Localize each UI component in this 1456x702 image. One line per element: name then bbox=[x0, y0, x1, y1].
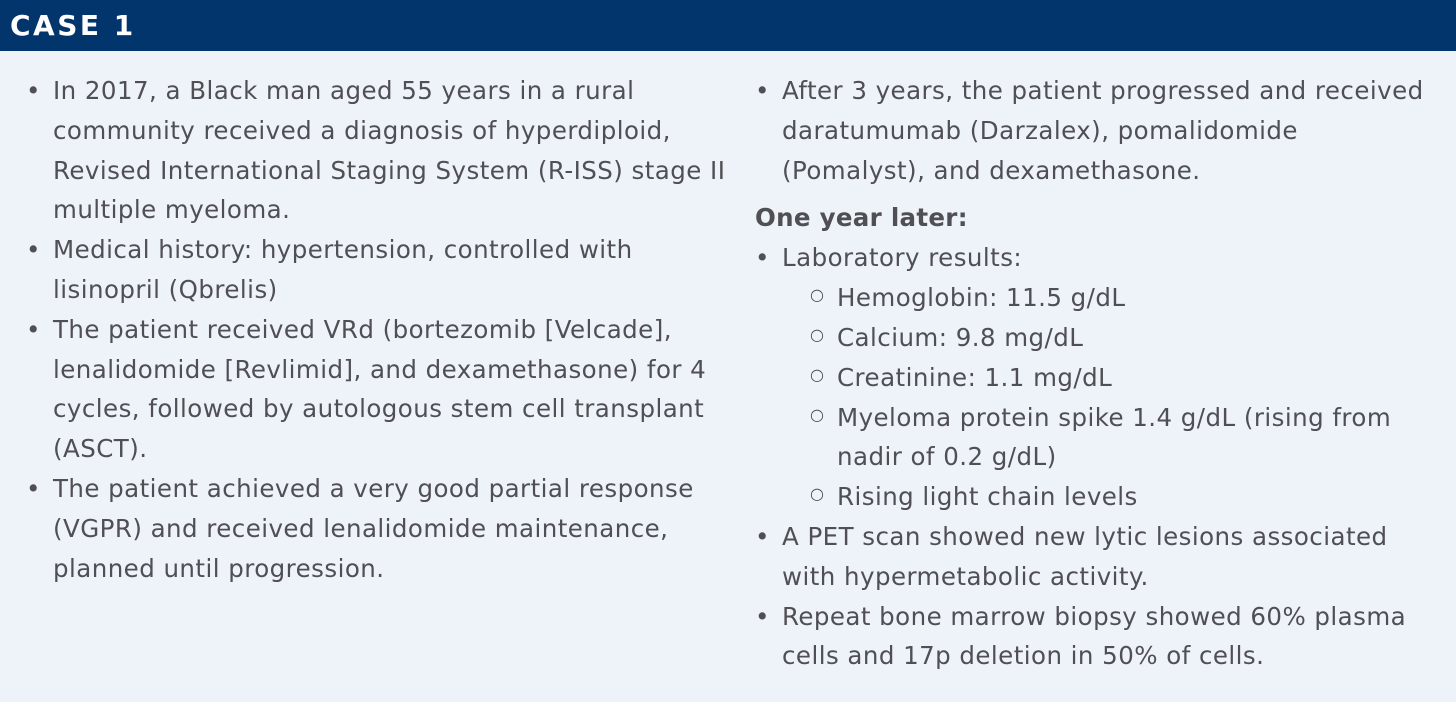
finding-text: A PET scan showed new lytic lesions associated with hypermetabolic activity. bbox=[782, 521, 1388, 591]
hollow-bullet-icon: ○ bbox=[810, 285, 825, 305]
bullet-icon: • bbox=[755, 521, 770, 551]
finding-item bbox=[755, 597, 1445, 677]
one-year-later-list bbox=[755, 238, 1445, 278]
lab-results-label: Laboratory results: bbox=[782, 243, 1023, 273]
lab-result-text: Rising light chain levels bbox=[837, 482, 1138, 512]
lab-result-item bbox=[755, 358, 1445, 398]
lab-result-item bbox=[755, 278, 1445, 318]
bullet-icon: • bbox=[755, 76, 770, 105]
lab-result-text: Calcium: 9.8 mg/dL bbox=[837, 322, 1084, 352]
case-header-bar bbox=[0, 0, 1456, 51]
left-column bbox=[26, 71, 726, 588]
hollow-bullet-icon: ○ bbox=[810, 404, 825, 424]
case-history-item bbox=[26, 71, 726, 230]
case-title: CASE 1 bbox=[10, 9, 136, 42]
bullet-icon: • bbox=[26, 473, 41, 503]
case-history-list bbox=[26, 71, 726, 588]
bullet-icon: • bbox=[755, 243, 770, 273]
hollow-bullet-icon: ○ bbox=[810, 484, 825, 504]
bullet-icon: • bbox=[26, 314, 41, 344]
bullet-icon: • bbox=[755, 601, 770, 631]
lab-result-item bbox=[755, 398, 1445, 478]
case-history-item bbox=[26, 230, 726, 310]
finding-text: Repeat bone marrow biopsy showed 60% plasma cells and 17p deletion in 50% of cells. bbox=[782, 601, 1407, 671]
imaging-biopsy-list bbox=[755, 517, 1445, 676]
case-history-text: In 2017, a Black man aged 55 years in a rural community received a diagnosis of hyperdiploid, Revised International Staging System (R-ISS) stage II multiple myeloma. bbox=[53, 76, 726, 225]
lab-results-list bbox=[755, 278, 1445, 517]
progression-text: After 3 years, the patient progressed and received daratumumab (Darzalex), pomalidomide (Pomalyst), and dexamethasone. bbox=[782, 76, 1424, 185]
right-column bbox=[755, 71, 1445, 676]
lab-result-item bbox=[755, 477, 1445, 517]
section-heading-one-year-later: One year later: bbox=[755, 203, 968, 233]
bullet-icon: • bbox=[26, 76, 41, 105]
case-history-text: Medical history: hypertension, controlled with lisinopril (Qbrelis) bbox=[53, 235, 633, 304]
lab-result-text: Creatinine: 1.1 mg/dL bbox=[837, 362, 1113, 392]
lab-result-text: Myeloma protein spike 1.4 g/dL (rising from nadir of 0.2 g/dL) bbox=[837, 402, 1392, 472]
lab-result-item bbox=[755, 318, 1445, 358]
lab-results-item bbox=[755, 238, 1445, 278]
case-history-item bbox=[26, 469, 726, 588]
hollow-bullet-icon: ○ bbox=[810, 364, 825, 384]
case-history-item bbox=[26, 310, 726, 469]
progression-item bbox=[755, 71, 1445, 190]
lab-result-text: Hemoglobin: 11.5 g/dL bbox=[837, 283, 1126, 313]
progression-list bbox=[755, 71, 1445, 190]
finding-item bbox=[755, 517, 1445, 597]
bullet-icon: • bbox=[26, 235, 41, 265]
hollow-bullet-icon: ○ bbox=[810, 324, 825, 344]
case-history-text: The patient received VRd (bortezomib [Velcade], lenalidomide [Revlimid], and dexamethasone) for 4 cycles, followed by autologous stem cell transplant (ASCT). bbox=[53, 314, 707, 464]
case-history-text: The patient achieved a very good partial response (VGPR) and received lenalidomide maintenance, planned until progression. bbox=[53, 473, 694, 583]
